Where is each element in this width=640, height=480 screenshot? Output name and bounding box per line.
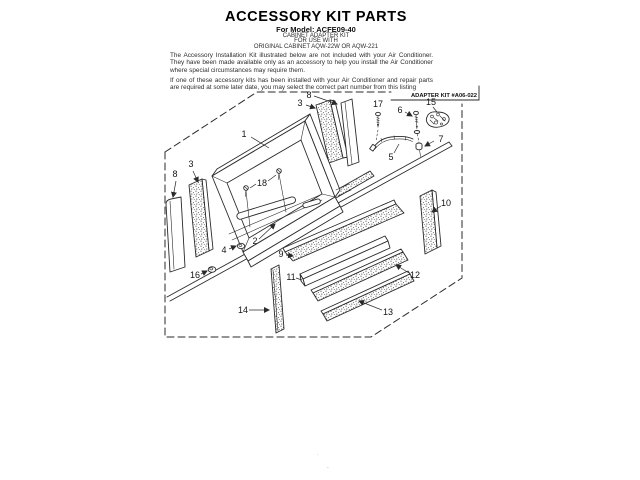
leader-line-part-3 <box>306 105 315 108</box>
part-label-3: 3 <box>297 98 303 108</box>
leader-line-part-15 <box>433 107 437 112</box>
kit-label: ADAPTER KIT #A06-022 <box>410 93 477 99</box>
part-label-15: 15 <box>425 97 437 107</box>
part-label-3: 3 <box>188 159 194 169</box>
clip-part-16 <box>208 267 216 273</box>
foam-strip-3-left <box>189 179 213 257</box>
part-label-5: 5 <box>388 152 394 162</box>
part-label-7: 7 <box>438 134 444 144</box>
leader-line-part-6 <box>405 112 412 116</box>
part-label-8: 8 <box>306 90 312 100</box>
washer <box>414 131 419 134</box>
screw-part-6 <box>414 111 422 156</box>
part-label-9: 9 <box>278 249 284 259</box>
bracket-part-15 <box>426 112 449 127</box>
clip-part-4 <box>237 243 244 248</box>
leader-line-part-5 <box>394 144 399 153</box>
leader-line-part-13 <box>359 301 382 310</box>
part-label-17: 17 <box>372 99 384 109</box>
model-line: For Model: ACFE09-40 <box>276 25 356 34</box>
for-use-with-line: FOR USE WITH <box>294 38 338 44</box>
tube-part-5 <box>370 136 413 151</box>
kit-name-line: CABINET ADAPTER KIT <box>282 32 350 39</box>
page-title: ACCESSORY KIT PARTS <box>225 9 407 25</box>
part-label-14: 14 <box>237 305 249 315</box>
nut-part-7 <box>416 143 422 150</box>
part-label-10: 10 <box>440 198 452 208</box>
page-artifact-mark: · <box>317 452 319 458</box>
leader-line-part-7 <box>425 141 434 146</box>
part-label-6: 6 <box>397 105 403 115</box>
original-cabinet-line: ORIGINAL CABINET AQW-22W OR AQW-221 <box>253 43 379 50</box>
part-label-18: 18 <box>256 178 268 188</box>
page-artifact-mark: - <box>327 465 329 471</box>
part-label-8: 8 <box>172 169 178 179</box>
leader-line-part-3 <box>193 171 198 182</box>
part-label-16: 16 <box>189 270 201 280</box>
foam-panel-part-10 <box>420 190 441 254</box>
part-label-1: 1 <box>241 129 247 139</box>
leader-line-part-12 <box>396 265 409 273</box>
leader-line-part-8 <box>173 181 176 197</box>
seal-strip-8-left <box>166 197 185 272</box>
intro-paragraph-2: If one of these accessory kits has been installed with your Air Conditioner and repair parts are required at some later date, you may select the correct part number from this listing <box>170 77 433 92</box>
part-label-13: 13 <box>382 307 394 317</box>
part-label-12: 12 <box>409 270 421 280</box>
screw-part-17 <box>376 112 381 141</box>
part-label-11: 11 <box>286 272 296 282</box>
part-label-4: 4 <box>221 245 227 255</box>
leader-line-part-4 <box>229 246 236 249</box>
intro-paragraph-1: The Accessory Installation Kit illustrated below are not included with your Air Conditioner. They have been made available only as an accessory to help you install the Air Conditioner where special circumstances may require them. <box>170 52 433 74</box>
leader-line-part-16 <box>201 271 207 274</box>
part-label-2: 2 <box>252 236 258 246</box>
foam-strip-part-14 <box>271 265 284 333</box>
